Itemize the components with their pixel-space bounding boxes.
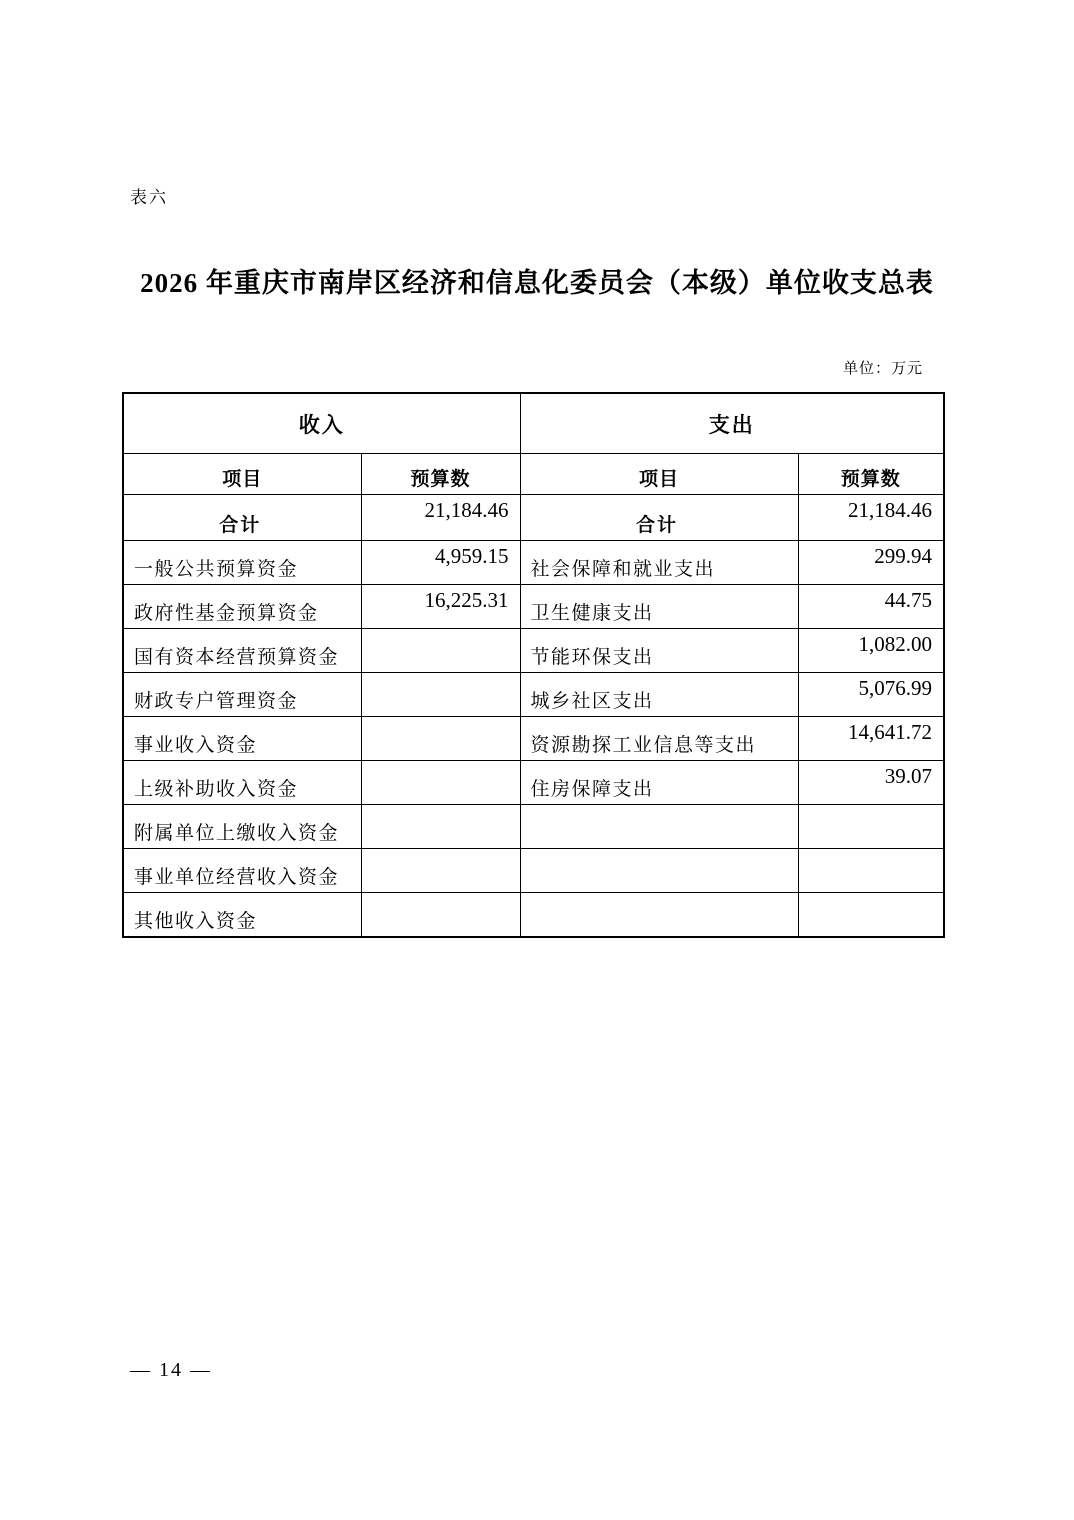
expense-item-cell: 合计 xyxy=(520,495,798,541)
table-row xyxy=(123,585,944,629)
expense-budget-cell: 1,082.00 xyxy=(798,629,944,673)
income-budget-cell: 16,225.31 xyxy=(361,585,520,629)
table-row xyxy=(123,805,944,849)
income-item-column-header: 项目 xyxy=(123,454,361,495)
expense-budget-cell: 299.94 xyxy=(798,541,944,585)
expense-item-cell: 社会保障和就业支出 xyxy=(520,541,798,585)
page-title: 2026 年重庆市南岸区经济和信息化委员会（本级）单位收支总表 xyxy=(140,268,934,298)
income-item-cell: 事业收入资金 xyxy=(123,717,361,761)
expense-item-cell xyxy=(520,893,798,938)
income-budget-column-header: 预算数 xyxy=(361,454,520,495)
income-budget-cell xyxy=(361,849,520,893)
table-row xyxy=(123,761,944,805)
column-header-row xyxy=(123,454,944,495)
table-header xyxy=(123,393,944,495)
expense-budget-cell xyxy=(798,805,944,849)
expense-item-cell: 资源勘探工业信息等支出 xyxy=(520,717,798,761)
group-header-row xyxy=(123,393,944,454)
income-budget-cell xyxy=(361,673,520,717)
table-row-total xyxy=(123,495,944,541)
income-item-cell: 政府性基金预算资金 xyxy=(123,585,361,629)
expense-item-cell xyxy=(520,849,798,893)
expense-budget-cell xyxy=(798,893,944,938)
income-item-cell: 上级补助收入资金 xyxy=(123,761,361,805)
income-item-cell: 事业单位经营收入资金 xyxy=(123,849,361,893)
expense-item-column-header: 项目 xyxy=(520,454,798,495)
table-row xyxy=(123,893,944,938)
table-label: 表六 xyxy=(130,188,168,207)
expense-item-cell: 城乡社区支出 xyxy=(520,673,798,717)
income-item-cell: 一般公共预算资金 xyxy=(123,541,361,585)
page-number: — 14 — xyxy=(130,1359,212,1381)
budget-summary-table xyxy=(122,392,945,938)
income-budget-cell: 21,184.46 xyxy=(361,495,520,541)
expense-budget-column-header: 预算数 xyxy=(798,454,944,495)
income-item-cell: 财政专户管理资金 xyxy=(123,673,361,717)
table-row xyxy=(123,717,944,761)
income-budget-cell xyxy=(361,761,520,805)
income-budget-cell xyxy=(361,629,520,673)
table-row xyxy=(123,629,944,673)
income-budget-cell xyxy=(361,893,520,938)
income-item-cell: 其他收入资金 xyxy=(123,893,361,938)
income-budget-cell: 4,959.15 xyxy=(361,541,520,585)
table-row xyxy=(123,673,944,717)
budget-table-body xyxy=(123,495,944,938)
expense-budget-cell: 5,076.99 xyxy=(798,673,944,717)
expense-item-cell: 节能环保支出 xyxy=(520,629,798,673)
income-item-cell: 合计 xyxy=(123,495,361,541)
unit-note: 单位：万元 xyxy=(842,361,923,377)
expense-item-cell xyxy=(520,805,798,849)
expense-item-cell: 卫生健康支出 xyxy=(520,585,798,629)
expenditure-group-header: 支出 xyxy=(520,393,944,454)
income-budget-cell xyxy=(361,717,520,761)
expense-budget-cell xyxy=(798,849,944,893)
income-item-cell: 附属单位上缴收入资金 xyxy=(123,805,361,849)
income-budget-cell xyxy=(361,805,520,849)
expense-budget-cell: 39.07 xyxy=(798,761,944,805)
expense-item-cell: 住房保障支出 xyxy=(520,761,798,805)
table-row xyxy=(123,849,944,893)
income-item-cell: 国有资本经营预算资金 xyxy=(123,629,361,673)
expense-budget-cell: 14,641.72 xyxy=(798,717,944,761)
income-group-header: 收入 xyxy=(123,393,520,454)
expense-budget-cell: 44.75 xyxy=(798,585,944,629)
expense-budget-cell: 21,184.46 xyxy=(798,495,944,541)
table-row xyxy=(123,541,944,585)
